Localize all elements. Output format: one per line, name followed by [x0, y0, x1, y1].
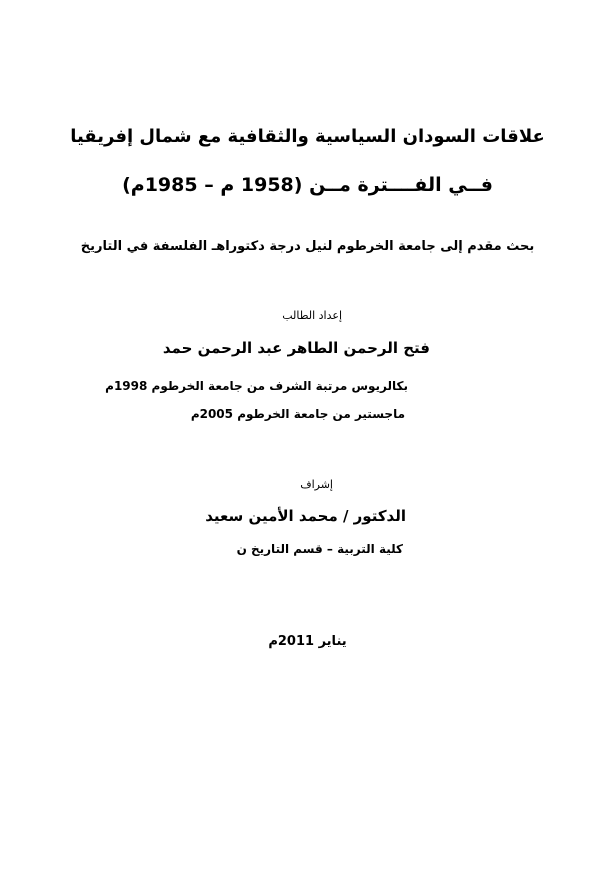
faculty-department: كلية التربية – قسم التاريخ ن [236, 542, 403, 556]
thesis-title-line-1: علاقات السودان السياسية والثقافية مع شمال إفريقيا [70, 126, 545, 147]
thesis-purpose: بحث مقدم إلى جامعة الخرطوم لنيل درجة دكتوراهـ الفلسفة في التاريخ [80, 239, 535, 254]
student-bachelor-degree: بكالريوس مرتبة الشرف من جامعة الخرطوم 1998م [105, 379, 408, 393]
submission-date: يناير 2011م [268, 634, 347, 649]
student-master-degree: ماجستير من جامعة الخرطوم 2005م [190, 407, 405, 421]
student-label: إعداد الطالب [282, 309, 342, 322]
student-name: فتح الرحمن الطاهر عبد الرحمن حمد [162, 339, 430, 357]
supervisor-name: الدكتور / محمد الأمين سعيد [205, 507, 406, 525]
thesis-title-line-2: فــي الفــــترة مــن (1958 م – 1985م) [122, 174, 493, 196]
supervision-label: إشراف [300, 478, 333, 491]
